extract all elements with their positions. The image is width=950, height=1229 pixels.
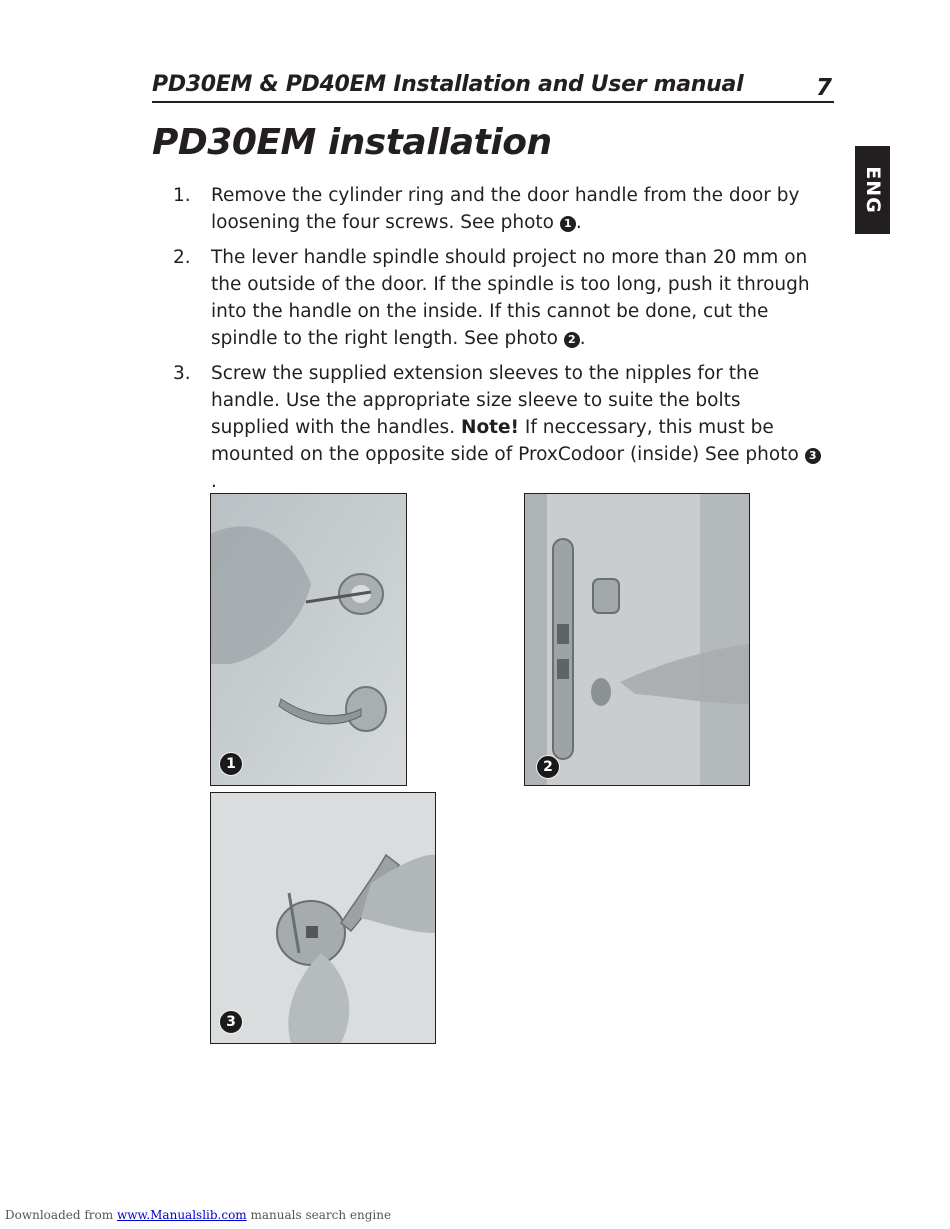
footer-suffix: manuals search engine (246, 1208, 392, 1222)
step-number: 3. (173, 363, 191, 384)
step-text: The lever handle spindle should project no more than 20 mm on the outside of the door. If the spindle is too long, push it through into the handle on the inside. If this cannot be done, cut the spindle to the right length. See photo (211, 247, 810, 349)
photo-3-image (211, 793, 435, 1043)
manual-title: PD30EM & PD40EM Installation and User manual (152, 72, 744, 97)
step-number: 2. (173, 247, 191, 268)
step-item (173, 360, 823, 495)
footer-prefix: Downloaded from (5, 1208, 117, 1222)
page-header (152, 70, 834, 103)
photo-reference-badge: 1 (560, 216, 576, 232)
manualslib-link[interactable]: www.Manualslib.com (116, 1208, 247, 1222)
photo-number-badge: 2 (536, 755, 560, 779)
photo-1 (210, 493, 407, 786)
photo-number-badge: 3 (219, 1010, 243, 1034)
step-end: . (579, 328, 586, 349)
photo-reference-badge: 2 (564, 332, 580, 348)
photo-number-badge: 1 (219, 752, 243, 776)
language-tab (855, 146, 890, 234)
step-text: Remove the cylinder ring and the door handle from the door by loosening the four screws. See photo (211, 185, 800, 233)
step-item (173, 182, 823, 236)
photo-3 (210, 792, 436, 1044)
step-item (173, 244, 823, 352)
language-tab-label: ENG (861, 166, 884, 214)
installation-steps (173, 182, 823, 503)
download-footer (5, 1208, 391, 1222)
photo-2-image (525, 494, 749, 785)
page-number: 7 (815, 75, 832, 101)
step-end: . (575, 212, 582, 233)
photo-1-image (211, 494, 406, 785)
step-number: 1. (173, 185, 191, 206)
step-end: . (211, 471, 217, 492)
photo-2 (524, 493, 750, 786)
note-label: Note! (460, 417, 519, 438)
step-text: Screw the supplied extension sleeves to the nipples for the handle. Use the appropriate size sleeve to suite the bolts supplied with the handles. (211, 363, 760, 438)
section-title: PD30EM installation (152, 122, 552, 163)
photo-reference-badge: 3 (805, 448, 821, 464)
step-text-continued: If neccessary, this must be mounted on the opposite side of ProxCodoor (inside) See photo (211, 417, 805, 465)
